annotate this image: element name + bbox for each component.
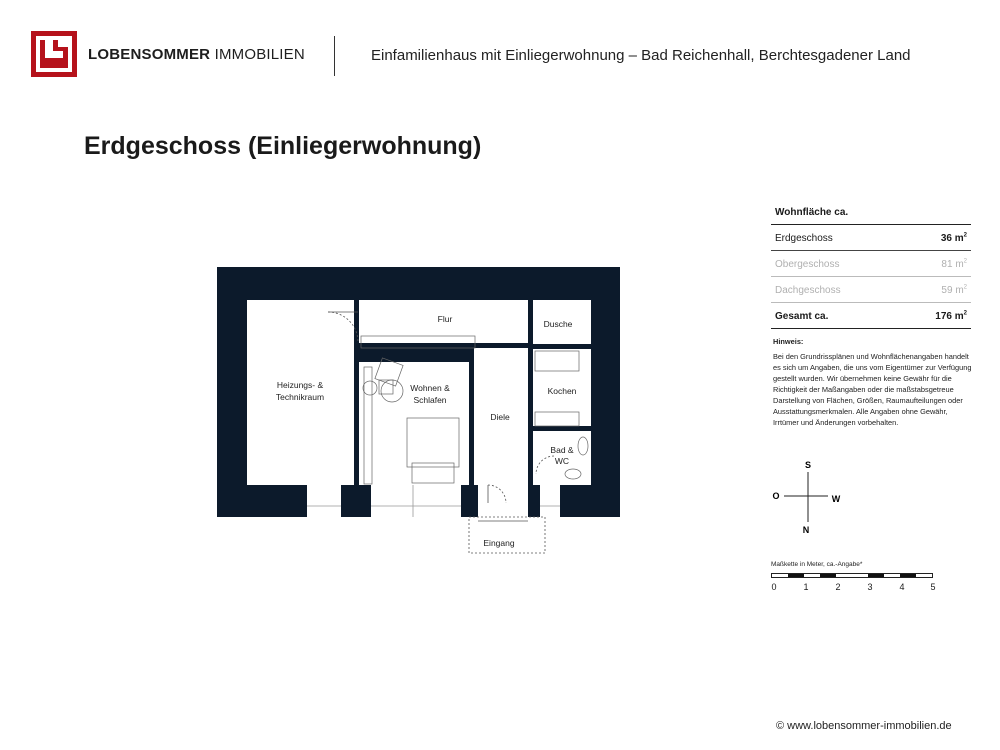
- total-value: 176 $m^2$: [935, 310, 967, 322]
- compass-east: O: [772, 491, 780, 501]
- window-left: [307, 485, 341, 517]
- table-row: [771, 225, 971, 251]
- copyright: © www.lobensommer-immobilien.de: [776, 720, 952, 732]
- room-label-diele: Diele: [490, 412, 510, 422]
- scale-tick: 4: [899, 582, 905, 592]
- compass-south: S: [804, 460, 812, 470]
- area-table-header: Wohnfläche ca.: [771, 204, 971, 225]
- room-label-heizung-2: Technikraum: [275, 392, 325, 402]
- scale-bar-graphic: [771, 573, 933, 578]
- compass-west: W: [831, 494, 841, 504]
- header-divider: [334, 36, 335, 76]
- room-label-bad-1: Bad &: [550, 445, 574, 455]
- scale-tick: 3: [867, 582, 873, 592]
- table-row-total: [771, 303, 971, 329]
- room-label-kochen: Kochen: [547, 386, 577, 396]
- room-label-wohnen-1: Wohnen &: [410, 383, 450, 393]
- row-value: 59 $m^2$: [941, 284, 967, 296]
- brand-name: [88, 46, 305, 63]
- floor-plan: [216, 266, 622, 556]
- row-value: 36 $m^2$: [940, 232, 967, 244]
- room-wohnen: [359, 362, 469, 485]
- room-label-bad-2: WC: [554, 456, 570, 466]
- room-label-dusche: Dusche: [543, 319, 573, 329]
- scale-label: Maßkette in Meter, ca.-Angabe*: [771, 561, 863, 568]
- page-title: Erdgeschoss (Einliegerwohnung): [84, 132, 482, 160]
- table-row: [771, 251, 971, 277]
- table-row: [771, 277, 971, 303]
- compass-icon: [770, 458, 850, 538]
- row-label: Dachgeschoss: [775, 285, 841, 296]
- compass-north: N: [802, 525, 810, 535]
- entrance-opening: [478, 485, 528, 517]
- room-label-heizung-1: Heizungs- &: [276, 380, 324, 390]
- row-label: Obergeschoss: [775, 259, 840, 270]
- room-label-flur: Flur: [437, 314, 453, 324]
- scale-ticks: [771, 582, 941, 596]
- scale-tick: 2: [835, 582, 841, 592]
- note-title: Hinweis:: [773, 337, 804, 346]
- scale-tick: 0: [771, 582, 777, 592]
- brand-bold: LOBENSOMMER: [88, 46, 211, 63]
- total-label: Gesamt ca.: [775, 311, 829, 322]
- row-label: Erdgeschoss: [775, 233, 833, 244]
- room-label-wohnen-2: Schlafen: [413, 395, 447, 405]
- window-mid: [371, 485, 461, 517]
- note-text: Bei den Grundrissplänen und Wohnflächenangaben handelt es sich um Angaben, die uns vom Eigentümer zur Verfügung gestellt wurden. Wir übernehmen keine Gewähr für die Richtigkeit der Maßangaben oder die maßstabsgetreue Darstellung von Flächen, Größen, Raumaufteilungen oder Ausstattungsmerkmalen. Alle Angaben ohne Gewähr, Irrtümer und Änderungen vorbehalten.: [773, 352, 972, 427]
- row-value: 81 $m^2$: [941, 258, 967, 270]
- scale-tick: 5: [930, 582, 936, 592]
- area-table: [771, 204, 971, 329]
- scale-bar: [771, 561, 941, 596]
- window-right: [540, 485, 560, 517]
- logo-icon: [31, 31, 77, 77]
- header-title: Einfamilienhaus mit Einliegerwohnung – Bad Reichenhall, Berchtesgadener Land: [371, 47, 911, 64]
- disclaimer-note: [773, 336, 973, 428]
- room-label-eingang: Eingang: [483, 538, 515, 548]
- brand-light: IMMOBILIEN: [210, 46, 305, 63]
- scale-tick: 1: [803, 582, 809, 592]
